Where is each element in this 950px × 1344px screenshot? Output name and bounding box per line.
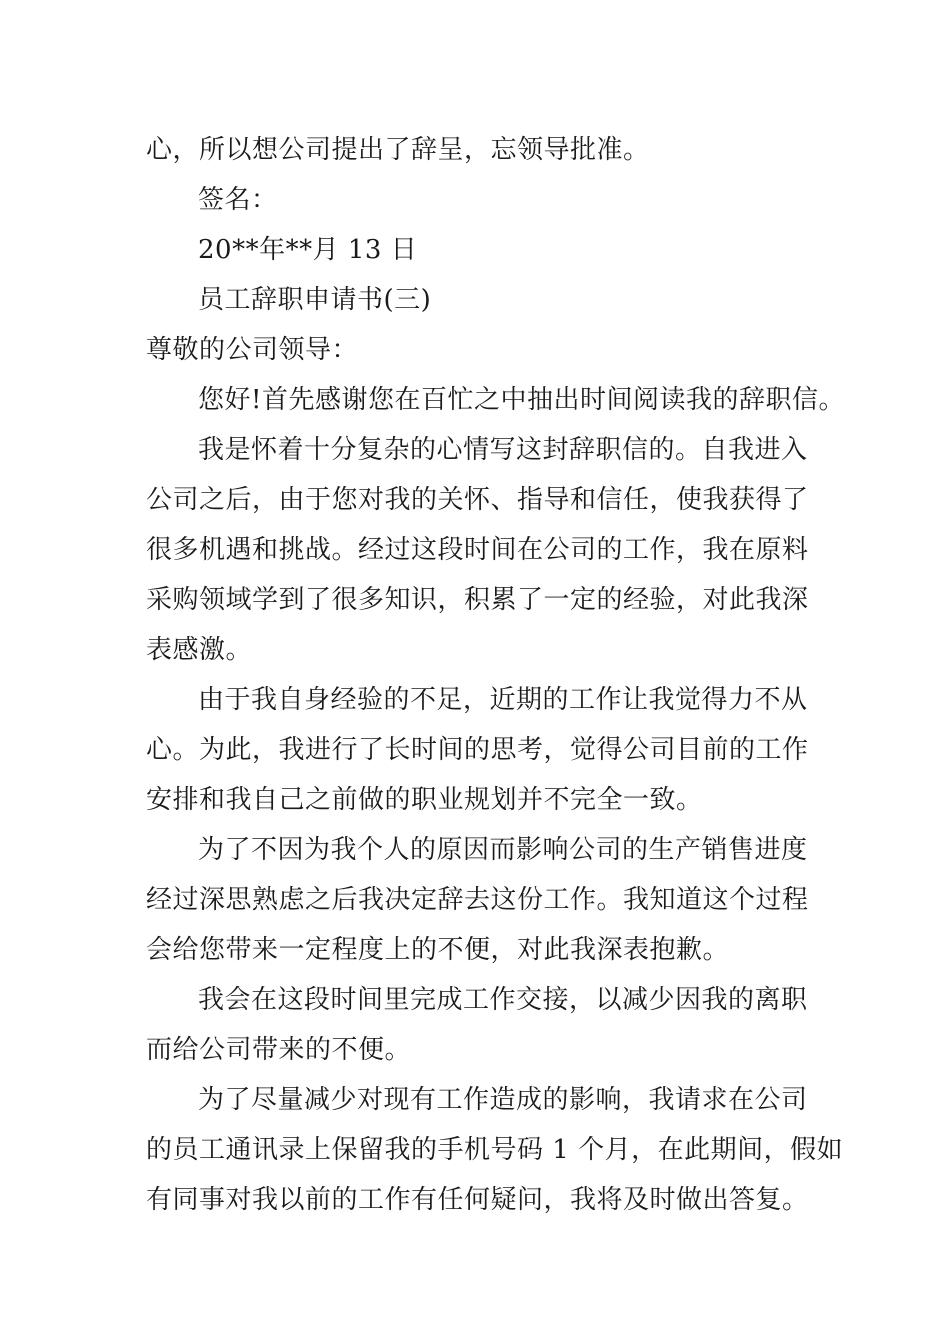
text-line: 而给公司带来的不便。 (146, 1035, 412, 1065)
text-line: 为了尽量减少对现有工作造成的影响，我请求在公司 (198, 1085, 808, 1115)
text-line: 心，所以想公司提出了辞呈，忘领导批准。 (146, 135, 650, 165)
text-line: 很多机遇和挑战。经过这段时间在公司的工作，我在原料 (146, 535, 809, 565)
salutation: 尊敬的公司领导： (146, 335, 359, 365)
text-line: 为了不因为我个人的原因而影响公司的生产销售进度 (198, 835, 808, 865)
text-line: 我是怀着十分复杂的心情写这封辞职信的。自我进入 (198, 435, 808, 465)
text-line: 表感激。 (146, 635, 253, 665)
text-line: 公司之后，由于您对我的关怀、指导和信任，使我获得了 (146, 485, 809, 515)
section-title: 员工辞职申请书(三) (198, 285, 432, 315)
text-line: 由于我自身经验的不足，近期的工作让我觉得力不从 (198, 685, 808, 715)
text-line: 会给您带来一定程度上的不便，对此我深表抱歉。 (146, 935, 730, 965)
signature-label: 签名： (198, 185, 278, 215)
text-line: 采购领域学到了很多知识，积累了一定的经验，对此我深 (146, 585, 809, 615)
text-line: 您好!首先感谢您在百忙之中抽出时间阅读我的辞职信。 (198, 385, 845, 415)
text-line: 我会在这段时间里完成工作交接，以减少因我的离职 (198, 985, 808, 1015)
text-line: 经过深思熟虑之后我决定辞去这份工作。我知道这个过程 (146, 885, 809, 915)
text-line: 安排和我自己之前做的职业规划并不完全一致。 (146, 785, 703, 815)
text-line: 心。为此，我进行了长时间的思考，觉得公司目前的工作 (146, 735, 809, 765)
date-line: 20**年**月 13 日 (198, 235, 418, 265)
text-line: 有同事对我以前的工作有任何疑问，我将及时做出答复。 (146, 1185, 809, 1215)
text-line: 的员工通讯录上保留我的手机号码 1 个月，在此期间，假如 (146, 1135, 844, 1165)
